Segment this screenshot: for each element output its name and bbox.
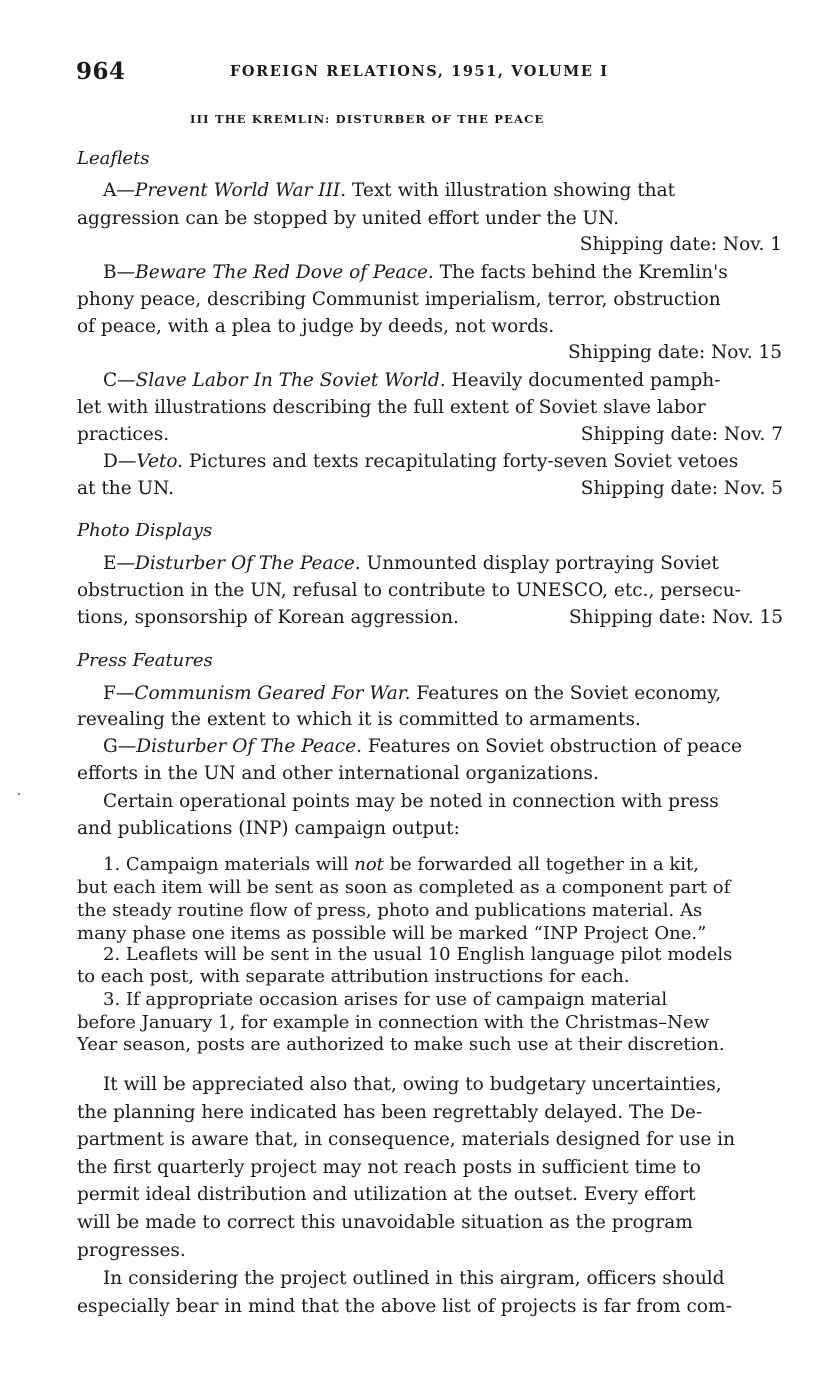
closing-para1-line-7: progresses.	[77, 1240, 186, 1261]
item-f-line-1: F—Communism Geared For War. Features on the Soviet economy,	[103, 683, 722, 704]
closing-para1-line-2: the planning here indicated has been regrettably delayed. The De-	[77, 1102, 703, 1123]
item-c-line-3: practices. Shipping date: Nov. 7	[77, 424, 783, 445]
item-a-line-2: aggression can be stopped by united effort under the UN.	[77, 208, 620, 229]
item-e-shipping: Shipping date: Nov. 15	[569, 607, 783, 628]
item-d-shipping: Shipping date: Nov. 5	[580, 478, 783, 499]
item-d-title: Veto.	[136, 451, 184, 472]
closing-para1-line-1: It will be appreciated also that, owing to budgetary uncertainties,	[103, 1074, 722, 1095]
item-b-line-3: of peace, with a plea to judge by deeds, not words.	[77, 316, 555, 337]
running-title: FOREIGN RELATIONS, 1951, VOLUME I	[230, 63, 609, 80]
closing-para1-line-6: will be made to correct this unavoidable situation as the program	[77, 1212, 693, 1233]
point-2-line-2: to each post, with separate attribution instructions for each.	[77, 966, 630, 987]
point-3-line-1: 3. If appropriate occasion arises for use of campaign material	[103, 989, 668, 1010]
item-c-line-1: C—Slave Labor In The Soviet World. Heavily documented pamph-	[103, 370, 721, 391]
item-f-line-2: revealing the extent to which it is committed to armaments.	[77, 709, 641, 730]
item-d-line-2: at the UN. Shipping date: Nov. 5	[77, 478, 783, 499]
item-c-line-2: let with illustrations describing the full extent of Soviet slave labor	[77, 397, 706, 418]
item-b-line-1: B—Beware The Red Dove of Peace. The facts behind the Kremlin's	[103, 262, 728, 283]
photo-displays-heading: Photo Displays	[77, 520, 213, 541]
item-c-title: Slave Labor In The Soviet World.	[135, 370, 446, 391]
item-e-title: Disturber Of The Peace.	[135, 553, 361, 574]
item-c-shipping: Shipping date: Nov. 7	[580, 424, 783, 445]
item-f-title: Communism Geared For War.	[134, 683, 411, 704]
item-d-line-1: D—Veto. Pictures and texts recapitulating forty-seven Soviet vetoes	[103, 451, 739, 472]
point-1-line-3: the steady routine flow of press, photo and publications material. As	[77, 900, 703, 921]
item-g-line-2: efforts in the UN and other international organizations.	[77, 763, 599, 784]
point-3-line-3: Year season, posts are authorized to make such use at their discretion.	[77, 1034, 725, 1055]
closing-para1-line-5: permit ideal distribution and utilization at the outset. Every effort	[77, 1184, 696, 1205]
section-title: III THE KREMLIN: DISTURBER OF THE PEACE	[190, 112, 545, 126]
item-b-title: Beware The Red Dove of Peace.	[135, 262, 434, 283]
leaflets-heading: Leaflets	[77, 148, 150, 169]
point-2-line-1: 2. Leaflets will be sent in the usual 10 English language pilot models	[103, 944, 733, 965]
item-e-line-3: tions, sponsorship of Korean aggression. Shipping date: Nov. 15	[77, 607, 783, 628]
item-g-line-1: G—Disturber Of The Peace. Features on Soviet obstruction of peace	[103, 736, 742, 757]
item-g-title: Disturber Of The Peace.	[136, 736, 362, 757]
item-e-line-1: E—Disturber Of The Peace. Unmounted display portraying Soviet	[103, 553, 719, 574]
page-number: 964	[76, 58, 126, 85]
point-1-line-4: many phase one items as possible will be marked “INP Project One.”	[77, 923, 707, 944]
closing-para2-line-1: In considering the project outlined in this airgram, officers should	[103, 1268, 725, 1289]
point-1-line-2: but each item will be sent as soon as completed as a component part of	[77, 877, 731, 898]
item-a-shipping: Shipping date: Nov. 1	[579, 234, 782, 255]
operational-intro-2: and publications (INP) campaign output:	[77, 818, 460, 839]
point-1-line-1: 1. Campaign materials will not be forwarded all together in a kit,	[103, 854, 699, 875]
closing-para1-line-4: the first quarterly project may not reach posts in sufficient time to	[77, 1157, 701, 1178]
closing-para2-line-2: especially bear in mind that the above list of projects is far from com-	[77, 1296, 732, 1317]
press-features-heading: Press Features	[77, 650, 213, 671]
operational-intro-1: Certain operational points may be noted in connection with press	[103, 791, 719, 812]
margin-speck	[18, 793, 20, 795]
closing-para1-line-3: partment is aware that, in consequence, materials designed for use in	[77, 1129, 736, 1150]
item-e-line-2: obstruction in the UN, refusal to contribute to UNESCO, etc., persecu-	[77, 580, 741, 601]
item-b-line-2: phony peace, describing Communist imperialism, terror, obstruction	[77, 289, 721, 310]
item-a-line-1: A—Prevent World War III. Text with illustration showing that	[103, 180, 676, 201]
point-3-line-2: before January 1, for example in connection with the Christmas–New	[77, 1012, 709, 1033]
item-a-title: Prevent World War III.	[134, 180, 347, 201]
item-b-shipping: Shipping date: Nov. 15	[568, 342, 782, 363]
